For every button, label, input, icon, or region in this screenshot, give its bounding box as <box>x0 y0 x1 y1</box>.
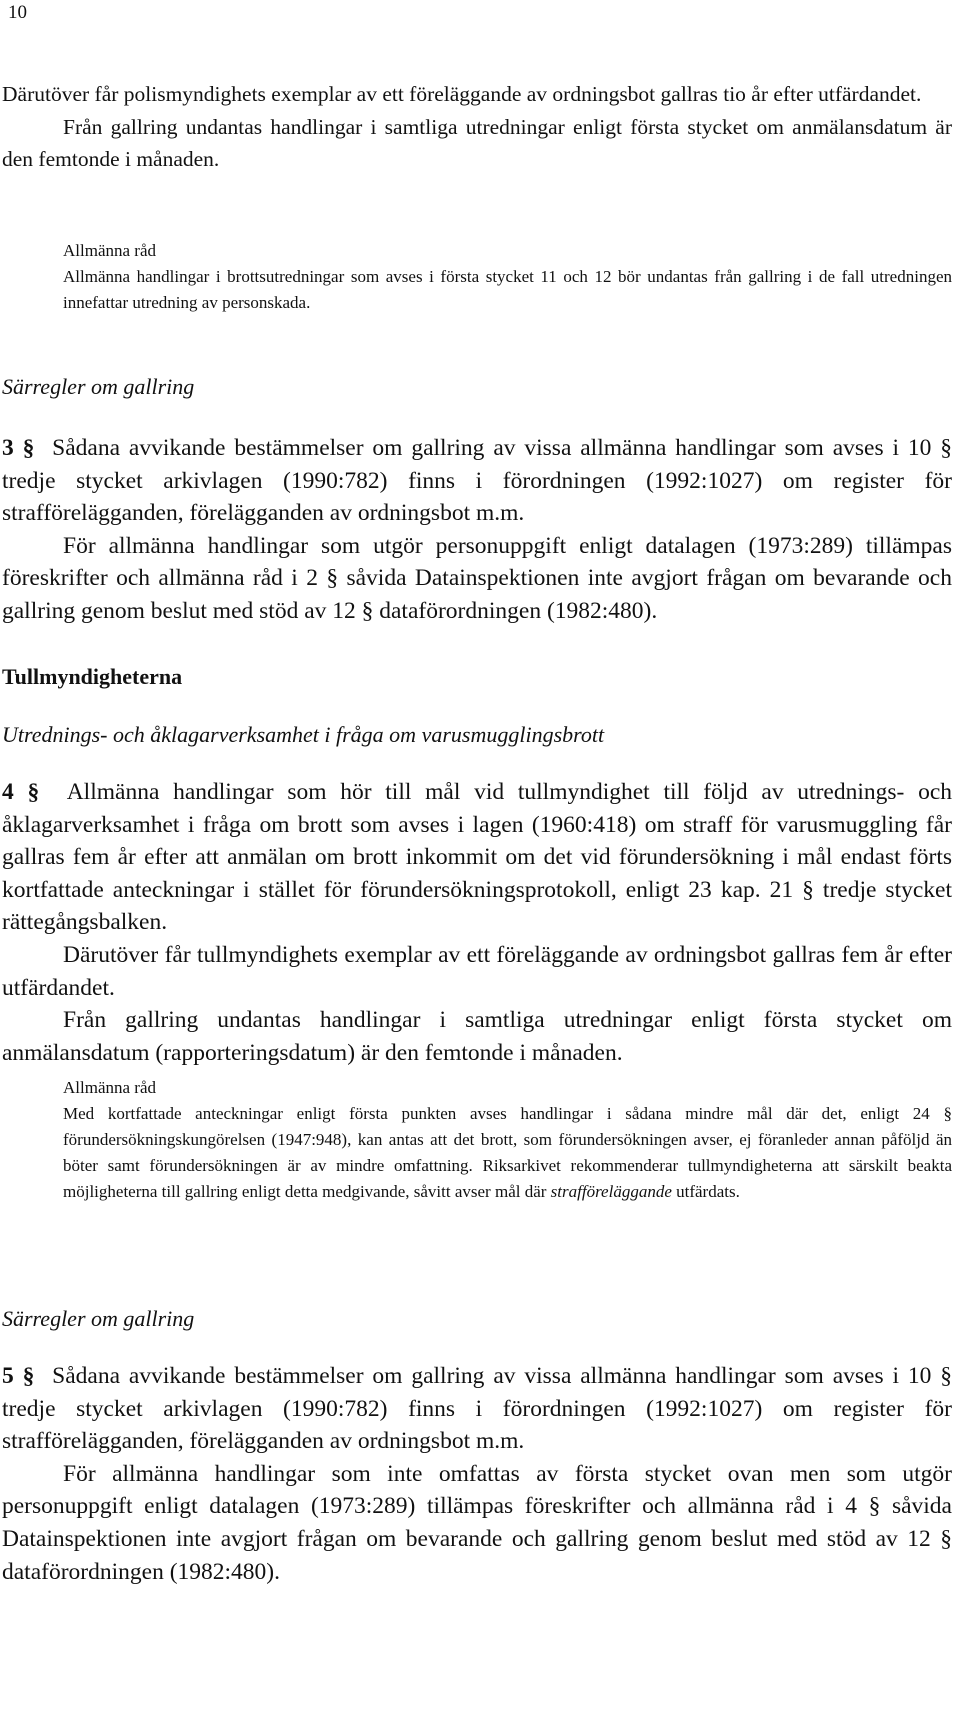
general-advice-text: Allmänna handlingar i brottsutredningar som avses i första stycket 11 och 12 bör undantas från gallring i de fall utredningen innefattar utredning av personskada. <box>63 267 952 312</box>
paragraph-number: 3 § <box>2 435 35 461</box>
section-heading-sarregler: Särregler om gallring <box>2 1306 195 1331</box>
chapter-heading: Tullmyndigheterna <box>2 664 183 689</box>
paragraph-text: Sådana avvikande bestämmelser om gallring av vissa allmänna handlingar som avses i 10 § tredje stycket arkivlagen (1990:782) finns i förordningen (1992:1027) om register för strafförelägganden, förelägganden av ordningsbot m.m. <box>2 1363 953 1455</box>
paragraph-text: Allmänna handlingar som hör till mål vid tullmyndighet till följd av utrednings- och åklagarverksamhet i fråga om brott som avses i lagen (1960:418) om straff för varusmuggling får gallras fem år efter att anmälan om brott inkommit om det vid förundersökning i mål endast förts kortfattade anteckningar i stället för förundersökningsprotokoll, enligt 23 kap. 21 § tredje stycket rättegångsbalken. <box>2 779 953 936</box>
section-continuation <box>2 78 952 176</box>
paragraph: Från gallring undantas handlingar i samtliga utredningar enligt första stycket om anmälansdatum är den femtonde i månaden. <box>2 114 952 172</box>
general-advice-end: utfärdats. <box>676 1182 740 1201</box>
paragraph-number: 5 § <box>2 1363 35 1389</box>
general-advice-italic-term: strafföreläggande <box>550 1182 672 1201</box>
section-heading-sarregler: Särregler om gallring <box>2 374 195 399</box>
page-number: 10 <box>8 2 27 23</box>
general-advice-label: Allmänna råd <box>63 1078 156 1097</box>
paragraph-4 <box>2 776 952 1069</box>
paragraph-3 <box>2 432 952 628</box>
general-advice-block <box>63 238 952 316</box>
paragraph-number: 4 § <box>2 779 40 805</box>
paragraph-text: Från gallring undantas handlingar i samtliga utredningar enligt första stycket om anmälansdatum (rapporteringsdatum) är den femtonde i månaden. <box>2 1007 952 1066</box>
paragraph-text: Sådana avvikande bestämmelser om gallring av vissa allmänna handlingar som avses i 10 § tredje stycket arkivlagen (1990:782) finns i förordningen (1992:1027) om register för strafförelägganden, förelägganden av ordningsbot m.m. <box>2 435 953 527</box>
paragraph-text: Därutöver får tullmyndighets exemplar av ett föreläggande av ordningsbot gallras fem år efter utfärdandet. <box>2 941 952 1001</box>
paragraph-text: För allmänna handlingar som utgör personuppgift enligt datalagen (1973:289) tillämpas föreskrifter och allmänna råd i 2 § såvida Datainspektionen inte avgjort frågan om bevarande och gallring genom beslut med stöd av 12 § dataförordningen (1982:480). <box>2 532 952 624</box>
paragraph-5 <box>2 1360 952 1588</box>
general-advice-block <box>63 1075 952 1205</box>
section-heading: Utrednings- och åklagarverksamhet i fråga om varusmugglingsbrott <box>2 722 605 747</box>
general-advice-text: Med kortfattade anteckningar enligt första punkten avses handlingar i sådana mindre mål där det, enligt 24 § förundersökningskungörelsen (1947:948), kan antas att det brott, som förundersökningen avser, ej föranleder annan påföljd än böter samt förundersökningen är av mindre omfattning. Riksarkivet rekommenderar tullmyndigheterna att särskilt beakta möjligheterna till gallring enligt detta medgivande, såvitt avser mål där <box>63 1104 952 1201</box>
paragraph: Därutöver får polismyndighets exemplar av ett föreläggande av ordningsbot gallras tio år efter utfärdandet. <box>2 82 922 106</box>
general-advice-label: Allmänna råd <box>63 241 156 260</box>
paragraph-text: För allmänna handlingar som inte omfattas av första stycket ovan men som utgör personuppgift enligt datalagen (1973:289) tillämpas föreskrifter och allmänna råd i 4 § såvida Datainspektionen inte avgjort frågan om bevarande och gallring genom beslut med stöd av 12 § dataförordningen (1982:480). <box>2 1460 952 1585</box>
